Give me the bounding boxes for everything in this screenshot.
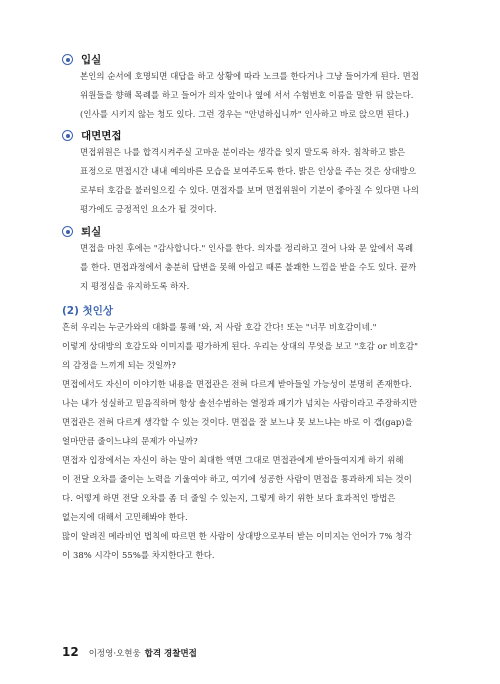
page-footer [62, 645, 197, 659]
text-line: (인사를 시키지 않는 청도 있다. 그런 경우는 "안녕하십니까" 인사하고 바로 앉으면 된다.) [80, 109, 410, 119]
section-body-entry [80, 67, 442, 124]
text-line: 얼마만큼 줄이느냐의 문제가 아닐까? [62, 436, 198, 446]
circle-bullet-icon [62, 130, 73, 141]
section-title: 퇴실 [81, 226, 102, 238]
text-line: 면접자 입장에서는 자신이 하는 말이 최대한 액면 그대로 면접관에게 받아들여지게 하기 위해 [62, 455, 404, 465]
section-heading-exit [62, 224, 101, 239]
text-line: 본인의 순서에 호명되면 대답을 하고 상황에 따라 노크를 한다거나 그냥 들어가게 된다. 면접 [80, 71, 419, 81]
subsection-title: (2) 첫인상 [62, 305, 113, 317]
circle-bullet-icon [62, 226, 73, 237]
text-line: 다. 어떻게 하면 전달 오차를 좀 더 줄일 수 있는지, 그렇게 하기 위한 보다 효과적인 방법은 [62, 493, 396, 503]
text-line: 의 감정을 느끼게 되는 것일까? [62, 360, 176, 370]
text-line: 이 전달 오차를 줄이는 노력을 기울여야 하고, 여기에 성공한 사람이 면접을 통과하게 되는 것이 [62, 474, 412, 484]
text-line: 위원들을 향해 목례를 하고 들어가 의자 앞이나 옆에 서서 수험번호 이름을 말한 뒤 앉는다. [80, 90, 414, 100]
text-line: 를 한다. 면접과정에서 충분히 답변을 못해 아쉽고 때론 불쾌한 느낌을 받을 수도 있다. 끝까 [80, 262, 417, 272]
section-heading-entry [62, 52, 101, 67]
text-line: 면접에서도 자신이 이야기한 내용을 면접관은 전혀 다르게 받아들일 가능성이 분명히 존재한다. [62, 379, 412, 389]
text-line: 로부터 호감을 불러일으킬 수 있다. 면접자를 보며 면접위원이 기분이 좋아질 수 있다면 나의 [80, 185, 419, 195]
text-line: 면접관은 전혀 다르게 생각할 수 있는 것이다. 면접을 잘 보느냐 못 보느냐는 바로 이 갭(gap)을 [62, 417, 413, 427]
first-impression-body [62, 318, 444, 565]
text-line: 면접위원은 나를 합격시켜주실 고마운 분이라는 생각을 잊지 말도록 하자. 침착하고 밝은 [80, 147, 406, 157]
text-line: 평가에도 긍정적인 요소가 될 것이다. [80, 204, 217, 214]
page-number: 12 [62, 645, 79, 659]
section-heading-interview [62, 128, 122, 143]
text-line: 표정으로 면접시간 내내 예의바른 모습을 보여주도록 한다. 밝은 인상을 주는 것은 상대방으 [80, 166, 417, 176]
footer-book-title: 합격 경찰면접 [144, 649, 197, 659]
text-line: 없는지에 대해서 고민해봐야 한다. [62, 512, 188, 522]
section-title: 입실 [81, 54, 102, 66]
section-body-exit [80, 239, 442, 296]
text-line: 이 38% 시각이 55%를 차지한다고 한다. [62, 550, 215, 560]
text-line: 지 평정심을 유지하도록 하자. [80, 281, 190, 291]
section-title: 대면면접 [81, 130, 122, 142]
text-line: 나는 내가 성실하고 믿음직하며 항상 솔선수범하는 열정과 패기가 넘치는 사람이라고 주장하지만 [62, 398, 418, 408]
text-line: 이렇게 상대방의 호감도와 이미지를 평가하게 된다. 우리는 상대의 무엇을 보고 "호감 or 비호감" [62, 341, 419, 351]
footer-authors: 이정영·오현웅 [88, 649, 141, 659]
text-line: 흔히 우리는 누군가와의 대화를 통해 '와, 저 사람 호감 간다! 또는 "너무 비호감이네." [62, 322, 377, 332]
text-line: 면접을 마친 후에는 "감사합니다." 인사를 한다. 의자를 정리하고 걸어 나와 문 앞에서 목례 [80, 243, 414, 253]
text-line: 많이 알려진 메라비언 법칙에 따르면 한 사람이 상대방으로부터 받는 이미지는 언어가 7% 청각 [62, 531, 412, 541]
section-body-interview [80, 143, 442, 219]
circle-bullet-icon [62, 54, 73, 65]
